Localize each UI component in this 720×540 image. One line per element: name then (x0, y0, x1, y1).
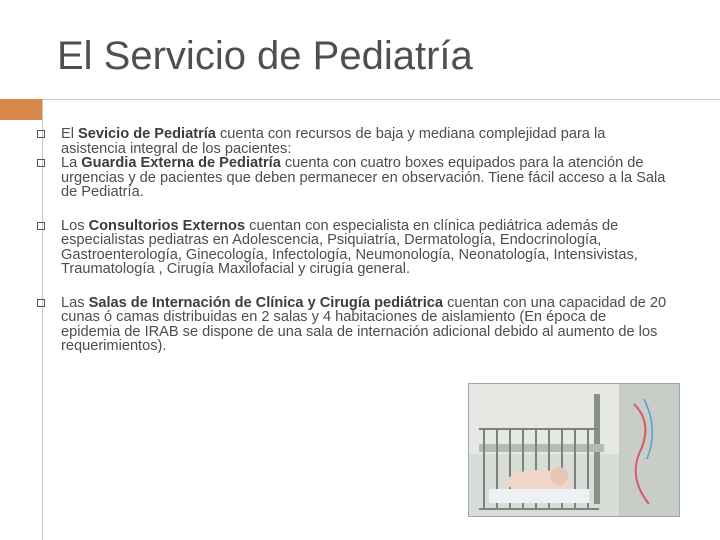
crib-photo-illustration (469, 384, 679, 516)
bullet-item-servicio (37, 127, 667, 156)
bullet-bold-text: Salas de Internación de Clínica y Cirugía pediátrica (88, 294, 444, 311)
bullet-item-consultorios (37, 219, 667, 277)
bullet-bold-text: Sevicio de Pediatría (78, 126, 216, 142)
square-bullet-icon (37, 299, 45, 307)
bullet-item-salas (37, 296, 667, 354)
horizontal-rule (42, 99, 720, 100)
bullet-list (37, 127, 667, 354)
bullet-text: La (61, 155, 82, 171)
slide-title: El Servicio de Pediatría (57, 34, 473, 78)
bullet-text: cuentan con una capacidad de 20 cunas ó camas distribuidas en 2 salas y 4 habitaciones de aislamiento (En época de epidemia de IRAB se dispone de una sala de internación adicional debido al aumento de los requerimientos). (61, 294, 667, 354)
bullet-text: El (61, 126, 79, 142)
bullet-bold-text: Guardia Externa de Pediatría (81, 155, 281, 171)
bullet-text: cuenta con recursos de baja y mediana complejidad para la asistencia integral de los pacientes: (61, 126, 606, 157)
bullet-text: Los (61, 217, 89, 234)
square-bullet-icon (37, 222, 45, 230)
accent-bar (0, 99, 42, 120)
square-bullet-icon (37, 159, 45, 167)
bullet-text: cuentan con especialista en clínica pediátrica además de especialistas pediatras en Adolescencia, Psiquiatría, Dermatología, Endocrinología, Gastroenterología, Ginecología, Infectología, Neumonología, Neonatología, Intensivistas, Traumatología , Cirugía Maxilofacial y cirugía general. (61, 217, 638, 277)
bullet-text: cuenta con cuatro boxes equipados para la atención de urgencias y de pacientes que deben permanecer en observación. Tiene fácil acceso a la Sala de Pediatría. (61, 155, 666, 200)
hospital-ward-photo (468, 383, 680, 517)
square-bullet-icon (37, 130, 45, 138)
bullet-bold-text: Consultorios Externos (88, 217, 246, 234)
bullet-text: Las (61, 294, 89, 311)
bullet-item-guardia (37, 156, 667, 200)
